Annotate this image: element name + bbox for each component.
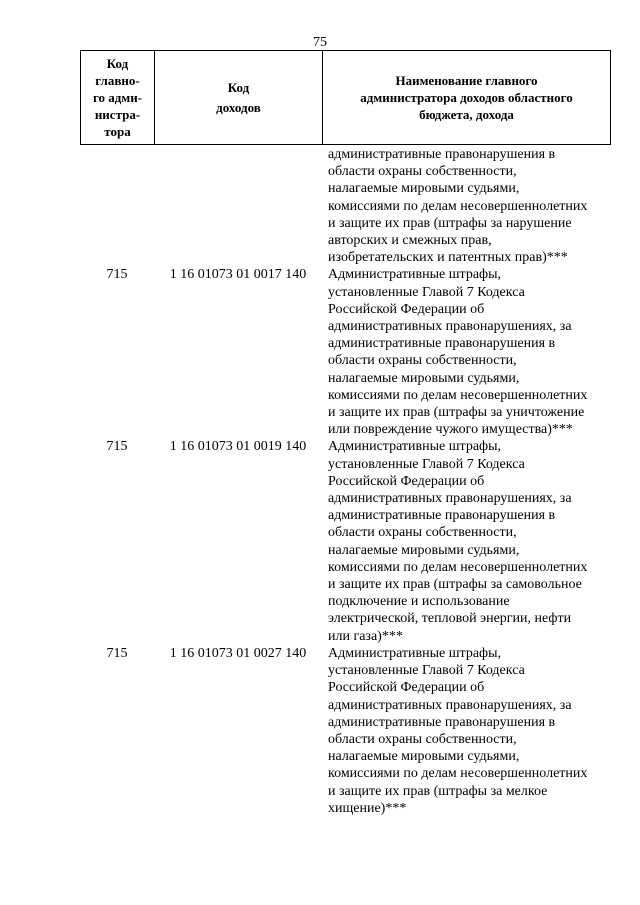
income-name-line: Административные штрафы, <box>328 439 502 455</box>
income-name-line: комиссиями по делам несовершеннолетних <box>328 198 588 214</box>
table-row <box>80 438 611 644</box>
table-row <box>80 146 611 266</box>
header-line: Наименование главного <box>395 73 538 88</box>
income-name-line: налагаемые мировыми судьями, <box>328 181 520 197</box>
income-name-line: административные правонарушения в <box>328 336 556 352</box>
income-code-cell: 1 16 01073 01 0027 140 <box>169 645 307 661</box>
header-income-code <box>155 51 323 144</box>
table-body <box>80 146 611 817</box>
header-line: главно- <box>95 73 140 88</box>
income-name-line: области охраны собственности, <box>328 731 517 747</box>
header-line: бюджета, дохода <box>419 107 514 122</box>
income-name-line: налагаемые мировыми судьями, <box>328 542 520 558</box>
income-name-line: административные правонарушения в <box>328 508 556 524</box>
admin-code-cell <box>80 146 154 266</box>
income-name-line: Административные штрафы, <box>328 267 502 283</box>
income-name-line: комиссиями по делам несовершеннолетних <box>328 559 588 575</box>
income-name-line: комиссиями по делам несовершеннолетних <box>328 387 588 403</box>
income-name-line: Административные штрафы, <box>328 645 502 661</box>
admin-code-cell: 715 <box>106 439 128 455</box>
header-line: администратора доходов областного <box>360 90 573 105</box>
income-name-line: установленные Главой 7 Кодекса <box>328 284 525 300</box>
income-name-line: хищение)*** <box>328 800 407 816</box>
income-name-line: Российской Федерации об <box>328 680 485 696</box>
income-name-cell <box>322 146 611 266</box>
header-line: доходов <box>216 99 261 115</box>
income-name-line: подключение и использование <box>328 594 510 610</box>
income-code-cell: 1 16 01073 01 0019 140 <box>169 439 307 455</box>
income-name-cell <box>322 266 611 438</box>
income-name-line: электрической, тепловой энергии, нефти <box>328 611 572 627</box>
income-name-line: и защите их прав (штрафы за уничтожение <box>328 405 585 421</box>
income-name-line: налагаемые мировыми судьями, <box>328 749 520 765</box>
table-header <box>80 50 611 145</box>
income-name-line: установленные Главой 7 Кодекса <box>328 663 525 679</box>
header-line: нистра- <box>94 107 141 122</box>
income-name-line: авторских и смежных прав, <box>328 233 492 249</box>
income-name-line: области охраны собственности, <box>328 525 517 541</box>
income-name-cell <box>322 645 611 817</box>
income-name-line: или повреждение чужого имущества)*** <box>328 422 573 438</box>
header-admin-code <box>81 51 155 144</box>
table-row <box>80 266 611 438</box>
header-line: го адми- <box>92 90 143 105</box>
income-name-line: области охраны собственности, <box>328 353 517 369</box>
income-name-line: установленные Главой 7 Кодекса <box>328 456 525 472</box>
income-code-cell: 1 16 01073 01 0017 140 <box>169 267 307 283</box>
income-code-cell <box>154 146 322 266</box>
admin-code-cell: 715 <box>106 645 128 661</box>
income-name-line: или газа)*** <box>328 628 403 644</box>
income-name-line: и защите их прав (штрафы за нарушение <box>328 215 572 231</box>
page-number: 75 <box>313 35 327 50</box>
income-name-line: области охраны собственности, <box>328 164 517 180</box>
table-row <box>80 645 611 817</box>
income-name-line: административные правонарушения в <box>328 147 556 162</box>
header-line: Код <box>227 79 250 95</box>
income-name-line: административных правонарушениях, за <box>328 491 572 507</box>
income-name-line: административных правонарушениях, за <box>328 697 572 713</box>
income-name-line: Российской Федерации об <box>328 301 485 317</box>
income-name-line: изобретательских и патентных прав)*** <box>328 250 568 266</box>
header-line: тора <box>104 124 131 139</box>
header-line: Код <box>106 56 129 71</box>
header-administrator-name <box>323 51 610 144</box>
income-name-line: и защите их прав (штрафы за мелкое <box>328 783 548 799</box>
income-name-cell <box>322 438 611 644</box>
income-name-line: Российской Федерации об <box>328 473 485 489</box>
income-name-line: и защите их прав (штрафы за самовольное <box>328 577 582 593</box>
admin-code-cell: 715 <box>106 267 128 283</box>
income-name-line: налагаемые мировыми судьями, <box>328 370 520 386</box>
income-name-line: административных правонарушениях, за <box>328 319 572 335</box>
income-name-line: комиссиями по делам несовершеннолетних <box>328 766 588 782</box>
income-name-line: административные правонарушения в <box>328 714 556 730</box>
